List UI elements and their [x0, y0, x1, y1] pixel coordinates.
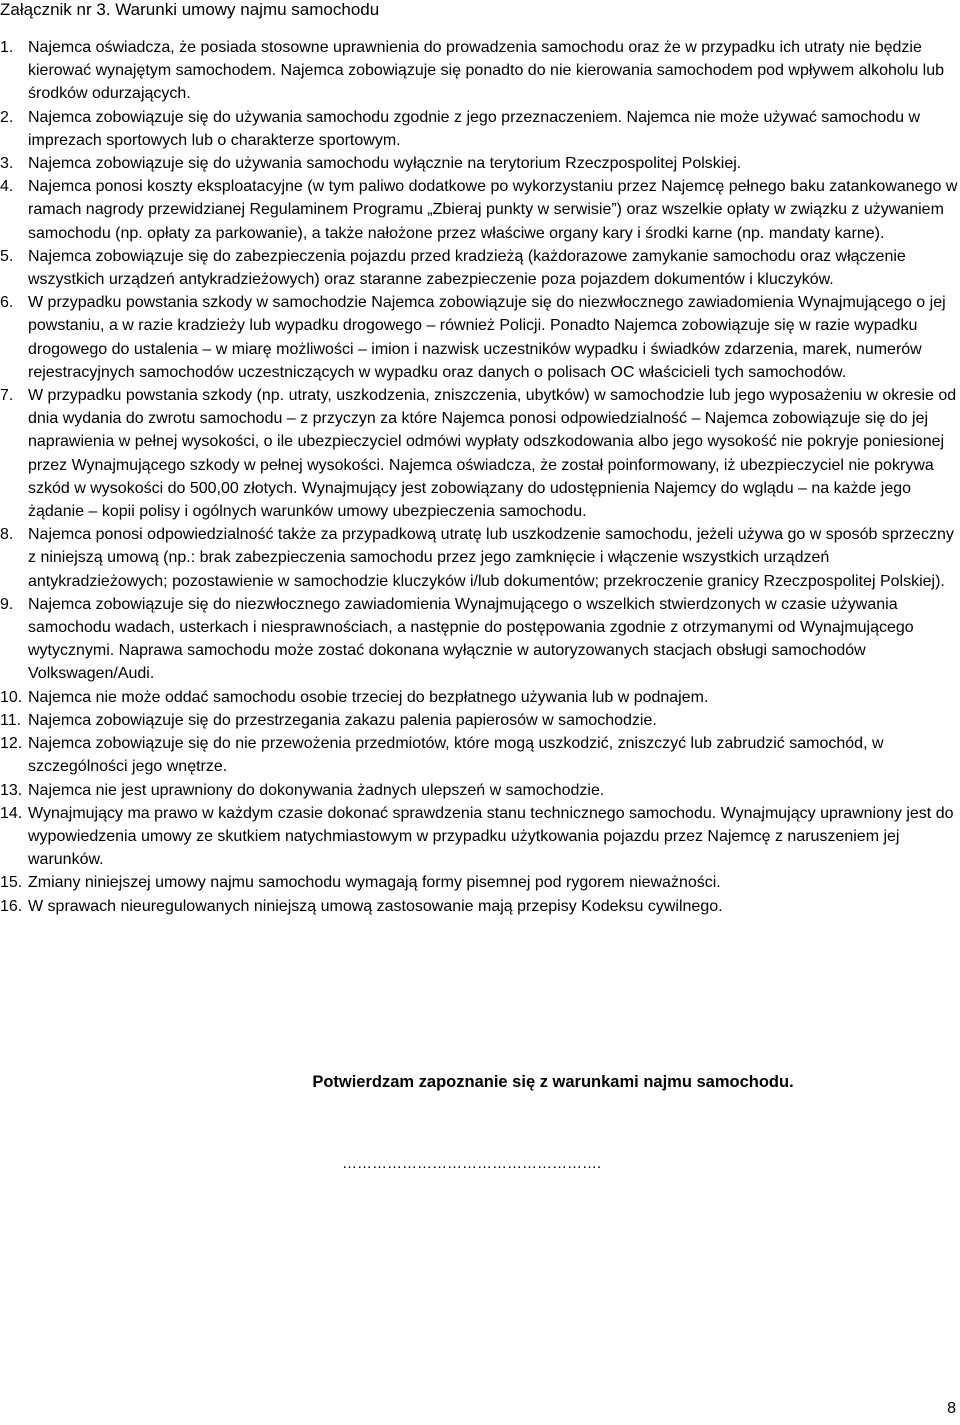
item-number: 10. — [0, 688, 23, 706]
item-text: Najemca zobowiązuje się do używania samochodu zgodnie z jego przeznaczeniem. Najemca nie może używać samochodu w imprezach sportowych lub o charakterze sportowym. — [28, 108, 921, 149]
item-text: Zmiany niniejszej umowy najmu samochodu wymagają formy pisemnej pod rygorem nieważności. — [28, 874, 721, 892]
item-text: Najemca nie jest uprawniony do dokonywania żadnych ulepszeń w samochodzie. — [28, 781, 605, 799]
item-text: Najemca zobowiązuje się do niezwłocznego zawiadomienia Wynajmującego o wszelkich stwierdzonych w czasie używania samochodu wadach, usterkach i niesprawnościach, a następnie do postępowania zgodnie z otrzymanymi od Wynajmującego wytycznymi. Naprawa samochodu może zostać dokonana wyłącznie w autoryzowanych stacjach obsługi samochodów Volkswagen/Audi. — [28, 595, 914, 683]
page-number: 8 — [947, 1400, 956, 1417]
signature-line: ……………………………………………. — [342, 1155, 602, 1172]
list-item — [0, 871, 958, 894]
item-number: 15. — [0, 874, 23, 892]
terms-list — [0, 36, 958, 918]
item-number: 3. — [0, 155, 14, 173]
item-number: 4. — [0, 178, 14, 196]
item-number: 7. — [0, 387, 14, 405]
item-text: Najemca ponosi odpowiedzialność także za przypadkową utratę lub uszkodzenie samochodu, jeżeli używa go w sposób sprzeczny z niniejszą umową (np.: brak zabezpieczenia samochodu przez jego zamknięcie i włączenie wszystkich urządzeń antykradzieżowych; pozostawienie w samochodzie kluczyków i/lub dokumentów; przekroczenie granicy Rzeczpospolitej Polskiej). — [28, 526, 954, 590]
item-number: 11. — [0, 711, 22, 729]
page-title: Załącznik nr 3. Warunki umowy najmu samochodu — [0, 0, 380, 19]
list-item — [0, 709, 958, 732]
item-text: Najemca oświadcza, że posiada stosowne uprawnienia do prowadzenia samochodu oraz że w przypadku ich utraty nie będzie kierować wynajętym samochodem. Najemca zobowiązuje się ponadto do nie kierowania samochodem pod wpływem alkoholu lub środków odurzających. — [28, 39, 945, 103]
list-item — [0, 523, 958, 593]
item-text: W sprawach nieuregulowanych niniejszą umową zastosowanie mają przepisy Kodeksu cywilnego. — [28, 897, 723, 915]
list-item — [0, 106, 958, 152]
item-number: 6. — [0, 294, 14, 312]
list-item — [0, 895, 958, 918]
item-text: Wynajmujący ma prawo w każdym czasie dokonać sprawdzenia stanu technicznego samochodu. Wynajmujący uprawniony jest do wypowiedzenia umowy ze skutkiem natychmiastowym w przypadku użytkowania pojazdu przez Najemcę z naruszeniem jej warunków. — [28, 804, 954, 869]
item-text: Najemca nie może oddać samochodu osobie trzeciej do bezpłatnego używania lub w podnajem. — [28, 688, 709, 706]
item-text: Najemca zobowiązuje się do przestrzegania zakazu palenia papierosów w samochodzie. — [28, 711, 657, 729]
item-text: Najemca ponosi koszty eksploatacyjne (w tym paliwo dodatkowe po wykorzystaniu przez Najemcę pełnego baku zatankowanego w ramach nagrody przewidzianej Regulaminem Programu „Zbieraj punkty w serwisie”) oraz wszelkie opłaty w związku z używaniem samochodu (np. opłaty za parkowanie), a także nałożone przez właściwe organy kary i środki karne (np. mandaty karne). — [28, 178, 958, 242]
list-item — [0, 152, 958, 175]
item-text: Najemca zobowiązuje się do nie przewożenia przedmiotów, które mogą uszkodzić, zniszczyć lub zabrudzić samochód, w szczególności jego wnętrze. — [28, 735, 884, 776]
list-item — [0, 779, 958, 802]
item-number: 16. — [0, 897, 23, 915]
list-item — [0, 732, 958, 778]
item-text: Najemca zobowiązuje się do używania samochodu wyłącznie na terytorium Rzeczpospolitej Polskiej. — [28, 155, 742, 173]
item-number: 8. — [0, 526, 14, 544]
list-item — [0, 384, 958, 523]
confirmation-statement: Potwierdzam zapoznanie się z warunkami najmu samochodu. — [312, 1073, 794, 1091]
item-number: 9. — [0, 595, 14, 613]
list-item — [0, 36, 958, 106]
item-text: W przypadku powstania szkody (np. utraty, uszkodzenia, zniszczenia, ubytków) w samochodzie lub jego wyposażeniu w okresie od dnia wydania do zwrotu samochodu – z przyczyn za które Najemca ponosi odpowiedzialność – Najemca zobowiązuje się do jej naprawienia w pełnej wysokości, o ile ubezpieczyciel odmówi wypłaty odszkodowania albo jego wysokość nie pokryje poniesionej przez Wynajmującego szkody w pełnej wysokości. Najemca oświadcza, że został poinformowany, iż ubezpieczyciel nie pokrywa szkód w wysokości do 500,00 złotych. Wynajmujący jest zobowiązany do udostępnienia Najemcy do wglądu – na każde jego żądanie – kopii polisy i ogólnych warunków umowy ubezpieczenia samochodu. — [28, 387, 957, 521]
list-item — [0, 291, 958, 384]
item-number: 5. — [0, 247, 14, 265]
item-number: 13. — [0, 781, 23, 799]
item-number: 12. — [0, 735, 23, 753]
list-item — [0, 802, 958, 872]
list-item — [0, 175, 958, 245]
item-text: W przypadku powstania szkody w samochodzie Najemca zobowiązuje się do niezwłocznego zawiadomienia Wynajmującego o jej powstaniu, a w razie kradzieży lub wypadku drogowego – również Policji. Ponadto Najemca zobowiązuje się w razie wypadku drogowego do ustalenia – w miarę możliwości – imion i nazwisk uczestników wypadku i świadków zdarzenia, marek, numerów rejestracyjnych samochodów uczestniczących w wypadku oraz danych o polisach OC właścicieli tych samochodów. — [28, 294, 946, 381]
list-item — [0, 245, 958, 291]
item-text: Najemca zobowiązuje się do zabezpieczenia pojazdu przed kradzieżą (każdorazowe zamykanie samochodu oraz włączenie wszystkich urządzeń antykradzieżowych) oraz staranne zabezpieczenie poza pojazdem dokumentów i kluczyków. — [28, 247, 906, 289]
list-item — [0, 686, 958, 709]
item-number: 14. — [0, 804, 23, 822]
item-number: 2. — [0, 108, 14, 126]
list-item — [0, 593, 958, 686]
item-number: 1. — [0, 39, 14, 56]
